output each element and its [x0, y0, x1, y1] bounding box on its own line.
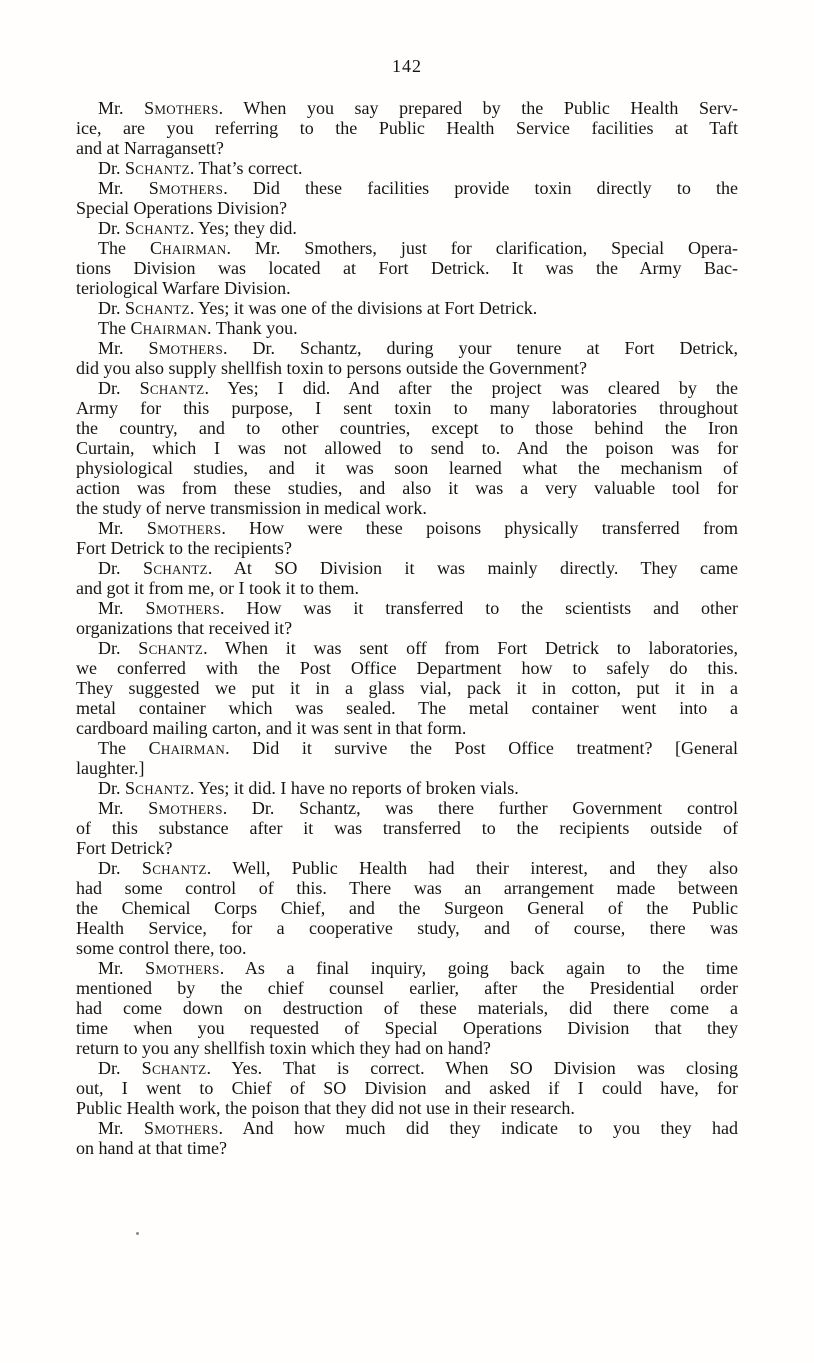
speaker-name: Schantz: [125, 298, 190, 318]
transcript-paragraph: [76, 218, 738, 238]
transcript-paragraph: [76, 318, 738, 338]
transcript-paragraph: [76, 958, 738, 1058]
speaker-title: Mr.: [98, 518, 147, 538]
speaker-name: Schantz: [141, 1058, 207, 1078]
transcript-paragraph: [76, 98, 738, 158]
line-text: . When you say prepared by the Public Health Serv-: [218, 98, 738, 118]
text-line: the study of nerve transmission in medical work.: [76, 498, 427, 518]
speaker-name: Schantz: [125, 158, 190, 178]
speaker-title: Dr.: [98, 298, 125, 318]
speaker-title: Mr.: [98, 178, 149, 198]
text-line: cardboard mailing carton, and it was sent in that form.: [76, 718, 467, 738]
speaker-title: Dr.: [98, 638, 139, 658]
text-line: [76, 98, 738, 118]
text-line: They suggested we put it in a glass vial, pack it in cotton, put it in a: [76, 678, 738, 698]
line-text: . Dr. Schantz, was there further Government control: [222, 798, 738, 818]
speaker-name: Smothers: [148, 178, 224, 198]
speaker-title: Dr.: [98, 378, 140, 398]
speaker-title: Dr.: [98, 858, 142, 878]
transcript-paragraph: [76, 558, 738, 598]
text-line: [76, 298, 738, 318]
text-line: Army for this purpose, I sent toxin to many laboratories throughout: [76, 398, 738, 418]
transcript: [76, 98, 738, 1158]
text-line: [76, 518, 738, 538]
text-line: [76, 318, 738, 338]
speaker-title: The: [98, 738, 149, 758]
speaker-name: Smothers: [144, 1118, 219, 1138]
text-line: [76, 958, 738, 978]
text-line: the Chemical Corps Chief, and the Surgeon General of the Public: [76, 898, 738, 918]
line-text: . Yes; it was one of the divisions at Fort Detrick.: [189, 298, 538, 318]
transcript-paragraph: [76, 778, 738, 798]
text-line: physiological studies, and it was soon learned what the mechanism of: [76, 458, 738, 478]
text-line: [76, 1118, 738, 1138]
line-text: . Yes; they did.: [189, 218, 297, 238]
line-text: . Yes. That is correct. When SO Division was closing: [206, 1058, 738, 1078]
text-line: mentioned by the chief counsel earlier, after the Presidential order: [76, 978, 738, 998]
text-line: organizations that received it?: [76, 618, 293, 638]
scan-artifact-dot: [136, 1232, 139, 1235]
transcript-paragraph: [76, 158, 738, 178]
text-line: [76, 798, 738, 818]
line-text: . How were these poisons physically transferred from: [221, 518, 738, 538]
text-line: [76, 238, 738, 258]
line-text: . Yes; I did. And after the project was cleared by the: [204, 378, 738, 398]
transcript-paragraph: [76, 798, 738, 858]
text-line: had some control of this. There was an arrangement made between: [76, 878, 738, 898]
line-text: . Mr. Smothers, just for clarification, Special Opera-: [226, 238, 738, 258]
transcript-paragraph: [76, 178, 738, 218]
transcript-paragraph: [76, 518, 738, 558]
speaker-title: Dr.: [98, 1058, 142, 1078]
text-line: metal container which was sealed. The metal container went into a: [76, 698, 738, 718]
text-line: Special Operations Division?: [76, 198, 287, 218]
text-line: [76, 178, 738, 198]
line-text: . Yes; it did. I have no reports of broken vials.: [189, 778, 519, 798]
speaker-name: Smothers: [148, 798, 223, 818]
line-text: . And how much did they indicate to you they had: [218, 1118, 738, 1138]
speaker-title: Dr.: [98, 218, 125, 238]
transcript-paragraph: [76, 598, 738, 638]
speaker-name: Chairman: [148, 738, 226, 758]
transcript-paragraph: [76, 638, 738, 738]
line-text: . Thank you.: [207, 318, 298, 338]
transcript-paragraph: [76, 338, 738, 378]
speaker-name: Smothers: [145, 598, 220, 618]
speaker-name: Chairman: [149, 238, 227, 258]
text-line: teriological Warfare Division.: [76, 278, 291, 298]
transcript-paragraph: [76, 378, 738, 518]
line-text: . Did these facilities provide toxin directly to the: [223, 178, 738, 198]
text-line: of this substance after it was transferred to the recipients outside of: [76, 818, 738, 838]
text-line: Public Health work, the poison that they did not use in their research.: [76, 1098, 575, 1118]
text-line: the country, and to other countries, except to those behind the Iron: [76, 418, 738, 438]
speaker-name: Smothers: [145, 958, 220, 978]
speaker-name: Schantz: [125, 218, 190, 238]
text-line: Fort Detrick?: [76, 838, 173, 858]
line-text: . As a final inquiry, going back again to the time: [219, 958, 738, 978]
text-line: had come down on destruction of these materials, did there come a: [76, 998, 738, 1018]
text-line: return to you any shellfish toxin which they had on hand?: [76, 1038, 491, 1058]
text-line: [76, 558, 738, 578]
line-text: . How was it transferred to the scientists and other: [220, 598, 738, 618]
text-line: ice, are you referring to the Public Health Service facilities at Taft: [76, 118, 738, 138]
transcript-paragraph: [76, 238, 738, 298]
transcript-paragraph: [76, 738, 738, 778]
text-line: Health Service, for a cooperative study, and of course, there was: [76, 918, 738, 938]
line-text: . Well, Public Health had their interest, and they also: [206, 858, 739, 878]
speaker-name: Schantz: [138, 638, 204, 658]
text-line: and at Narragansett?: [76, 138, 224, 158]
line-text: . Dr. Schantz, during your tenure at Fort Detrick,: [223, 338, 738, 358]
text-line: [76, 858, 738, 878]
text-line: [76, 218, 738, 238]
text-line: and got it from me, or I took it to them.: [76, 578, 359, 598]
text-line: time when you requested of Special Operations Division that they: [76, 1018, 738, 1038]
transcript-paragraph: [76, 858, 738, 958]
transcript-paragraph: [76, 298, 738, 318]
text-line: out, I went to Chief of SO Division and asked if I could have, for: [76, 1078, 738, 1098]
speaker-name: Smothers: [146, 518, 222, 538]
text-line: [76, 338, 738, 358]
text-line: laughter.]: [76, 758, 145, 778]
line-text: . That’s correct.: [189, 158, 303, 178]
speaker-name: Smothers: [148, 338, 224, 358]
text-line: on hand at that time?: [76, 1138, 227, 1158]
speaker-name: Chairman: [130, 318, 208, 338]
text-line: action was from these studies, and also it was a very valuable tool for: [76, 478, 738, 498]
speaker-title: The: [98, 238, 150, 258]
text-line: we conferred with the Post Office Department how to safely do this.: [76, 658, 738, 678]
speaker-title: Mr.: [98, 1118, 145, 1138]
speaker-name: Schantz: [139, 378, 205, 398]
text-line: some control there, too.: [76, 938, 247, 958]
speaker-name: Schantz: [141, 858, 207, 878]
speaker-title: Mr.: [98, 798, 149, 818]
text-line: did you also supply shellfish toxin to persons outside the Government?: [76, 358, 587, 378]
speaker-title: The: [98, 318, 131, 338]
page-number: 142: [392, 56, 422, 76]
speaker-title: Mr.: [98, 338, 149, 358]
speaker-name: Schantz: [143, 558, 208, 578]
text-line: [76, 1058, 738, 1078]
speaker-title: Mr.: [98, 958, 146, 978]
speaker-title: Dr.: [98, 558, 144, 578]
speaker-title: Mr.: [98, 98, 145, 118]
text-line: [76, 598, 738, 618]
line-text: . Did it survive the Post Office treatment? [General: [225, 738, 738, 758]
line-text: . At SO Division it was mainly directly. They came: [207, 558, 739, 578]
text-line: [76, 158, 738, 178]
speaker-title: Mr.: [98, 598, 146, 618]
transcript-paragraph: [76, 1118, 738, 1158]
text-line: [76, 638, 738, 658]
text-line: tions Division was located at Fort Detrick. It was the Army Bac-: [76, 258, 738, 278]
speaker-title: Dr.: [98, 158, 125, 178]
speaker-title: Dr.: [98, 778, 125, 798]
text-line: [76, 778, 738, 798]
text-line: [76, 378, 738, 398]
line-text: . When it was sent off from Fort Detrick to laboratories,: [203, 638, 738, 658]
speaker-name: Smothers: [144, 98, 219, 118]
text-line: Curtain, which I was not allowed to send to. And the poison was for: [76, 438, 738, 458]
text-line: Fort Detrick to the recipients?: [76, 538, 292, 558]
speaker-name: Schantz: [125, 778, 190, 798]
transcript-paragraph: [76, 1058, 738, 1118]
text-line: [76, 738, 738, 758]
